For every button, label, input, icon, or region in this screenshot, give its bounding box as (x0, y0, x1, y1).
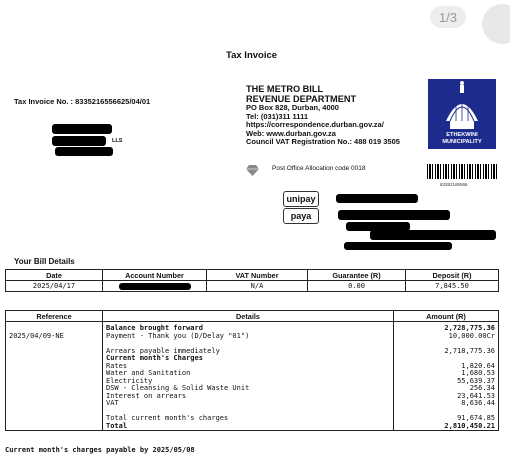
table-row (6, 333, 499, 341)
reference-cell (6, 348, 103, 356)
col-reference: Reference (6, 311, 103, 322)
details-cell: Total (103, 423, 394, 431)
redaction (338, 210, 450, 220)
table-row (6, 393, 499, 401)
invoice-number: Tax Invoice No. : 8335216556625/04/01 (14, 97, 151, 106)
redaction (52, 136, 106, 146)
reference-cell (6, 322, 103, 333)
deposit-amount: 7,845.50 (406, 281, 499, 292)
table-row (6, 385, 499, 393)
doc-title: Tax Invoice (226, 50, 278, 61)
reference-cell (6, 423, 103, 431)
table-row (6, 400, 499, 408)
details-cell: Total current month's charges (103, 415, 394, 423)
redaction (52, 124, 112, 134)
details-cell: Interest on arrears (103, 393, 394, 401)
diamond-icon (246, 165, 259, 176)
reference-cell: 2025/04/09-NE (6, 333, 103, 341)
issuer-department: REVENUE DEPARTMENT (246, 94, 357, 104)
issuer-vat: Council VAT Registration No.: 488 019 3505 (246, 137, 400, 147)
customer-fragment: LLS (112, 138, 123, 144)
amount-cell: 55,639.37 (394, 378, 499, 386)
amount-cell: 23,641.53 (394, 393, 499, 401)
table-row (6, 340, 499, 348)
bill-details-heading: Your Bill Details (14, 257, 75, 266)
amount-cell: 1,680.53 (394, 370, 499, 378)
reference-cell (6, 378, 103, 386)
unipay-logo: unipay (283, 191, 319, 207)
redaction (55, 147, 113, 156)
col-guarantee: Guarantee (R) (308, 270, 406, 281)
details-cell: Balance brought forward (103, 322, 394, 333)
col-details: Details (103, 311, 394, 322)
amount-cell: 10,000.00Cr (394, 333, 499, 341)
table-row (6, 408, 499, 416)
viewer-control[interactable] (482, 4, 510, 44)
amount-cell: 8,636.44 (394, 400, 499, 408)
table-row (6, 355, 499, 363)
reference-cell (6, 415, 103, 423)
paya-logo: paya (283, 208, 319, 224)
redaction (344, 242, 452, 250)
col-amount: Amount (R) (394, 311, 499, 322)
reference-cell (6, 363, 103, 371)
table-row (6, 363, 499, 371)
logo-line1: ETHEKWINI (446, 132, 478, 139)
reference-cell (6, 393, 103, 401)
post-office-code: Post Office Allocation code 0018 (272, 165, 366, 172)
details-cell: Electricity (103, 378, 394, 386)
barcode (427, 164, 497, 179)
guarantee-amount: 0.00 (308, 281, 406, 292)
issuer-name: THE METRO BILL (246, 84, 324, 94)
reference-cell (6, 400, 103, 408)
details-cell: Arrears payable immediately (103, 348, 394, 356)
municipality-logo (428, 79, 496, 149)
table-row (6, 415, 499, 423)
details-cell: VAT (103, 400, 394, 408)
table-row (6, 348, 499, 356)
col-deposit: Deposit (R) (406, 270, 499, 281)
barcode-number: 83352165566 (440, 182, 468, 187)
amount-cell: 2,810,450.21 (394, 423, 499, 431)
reference-cell (6, 408, 103, 416)
reference-cell (6, 385, 103, 393)
col-vat: VAT Number (207, 270, 308, 281)
issuer-address (246, 84, 400, 147)
reference-cell (6, 340, 103, 348)
details-cell: Water and Sanitation (103, 370, 394, 378)
transactions-table (5, 310, 499, 431)
amount-cell: 2,728,775.36 (394, 322, 499, 333)
details-cell: Current month's Charges (103, 355, 394, 363)
redaction (119, 283, 191, 290)
bill-details-table (5, 269, 499, 292)
issuer-tel: Tel: (031)311 1111 (246, 111, 308, 121)
col-date: Date (6, 270, 103, 281)
amount-cell: 91,674.85 (394, 415, 499, 423)
table-row (6, 322, 499, 333)
redaction (370, 230, 496, 240)
amount-cell: 256.34 (394, 385, 499, 393)
vat-number: N/A (207, 281, 308, 292)
col-account: Account Number (103, 270, 207, 281)
table-row (6, 370, 499, 378)
details-cell: Payment - Thank you (D/Delay "01") (103, 333, 394, 341)
redaction (336, 194, 418, 203)
page-indicator: 1/3 (430, 6, 466, 28)
footer-note: Current month's charges payable by 2025/05/08 (5, 446, 195, 454)
details-cell: DSW - Cleansing & Solid Waste Unit (103, 385, 394, 393)
issuer-web: Web: www.durban.gov.za (246, 128, 336, 138)
details-cell: Rates (103, 363, 394, 371)
reference-cell (6, 355, 103, 363)
table-row (6, 423, 499, 431)
bill-date: 2025/04/17 (6, 281, 103, 292)
amount-cell: 1,820.64 (394, 363, 499, 371)
issuer-correspondence: https://correspondence.durban.gov.za/ (246, 120, 384, 130)
dome-icon (428, 79, 496, 131)
reference-cell (6, 370, 103, 378)
account-number-cell (103, 281, 207, 292)
logo-line2: MUNICIPALITY (442, 138, 482, 145)
amount-cell: 2,718,775.36 (394, 348, 499, 356)
issuer-po-box: PO Box 828, Durban, 4000 (246, 103, 339, 112)
table-row (6, 378, 499, 386)
